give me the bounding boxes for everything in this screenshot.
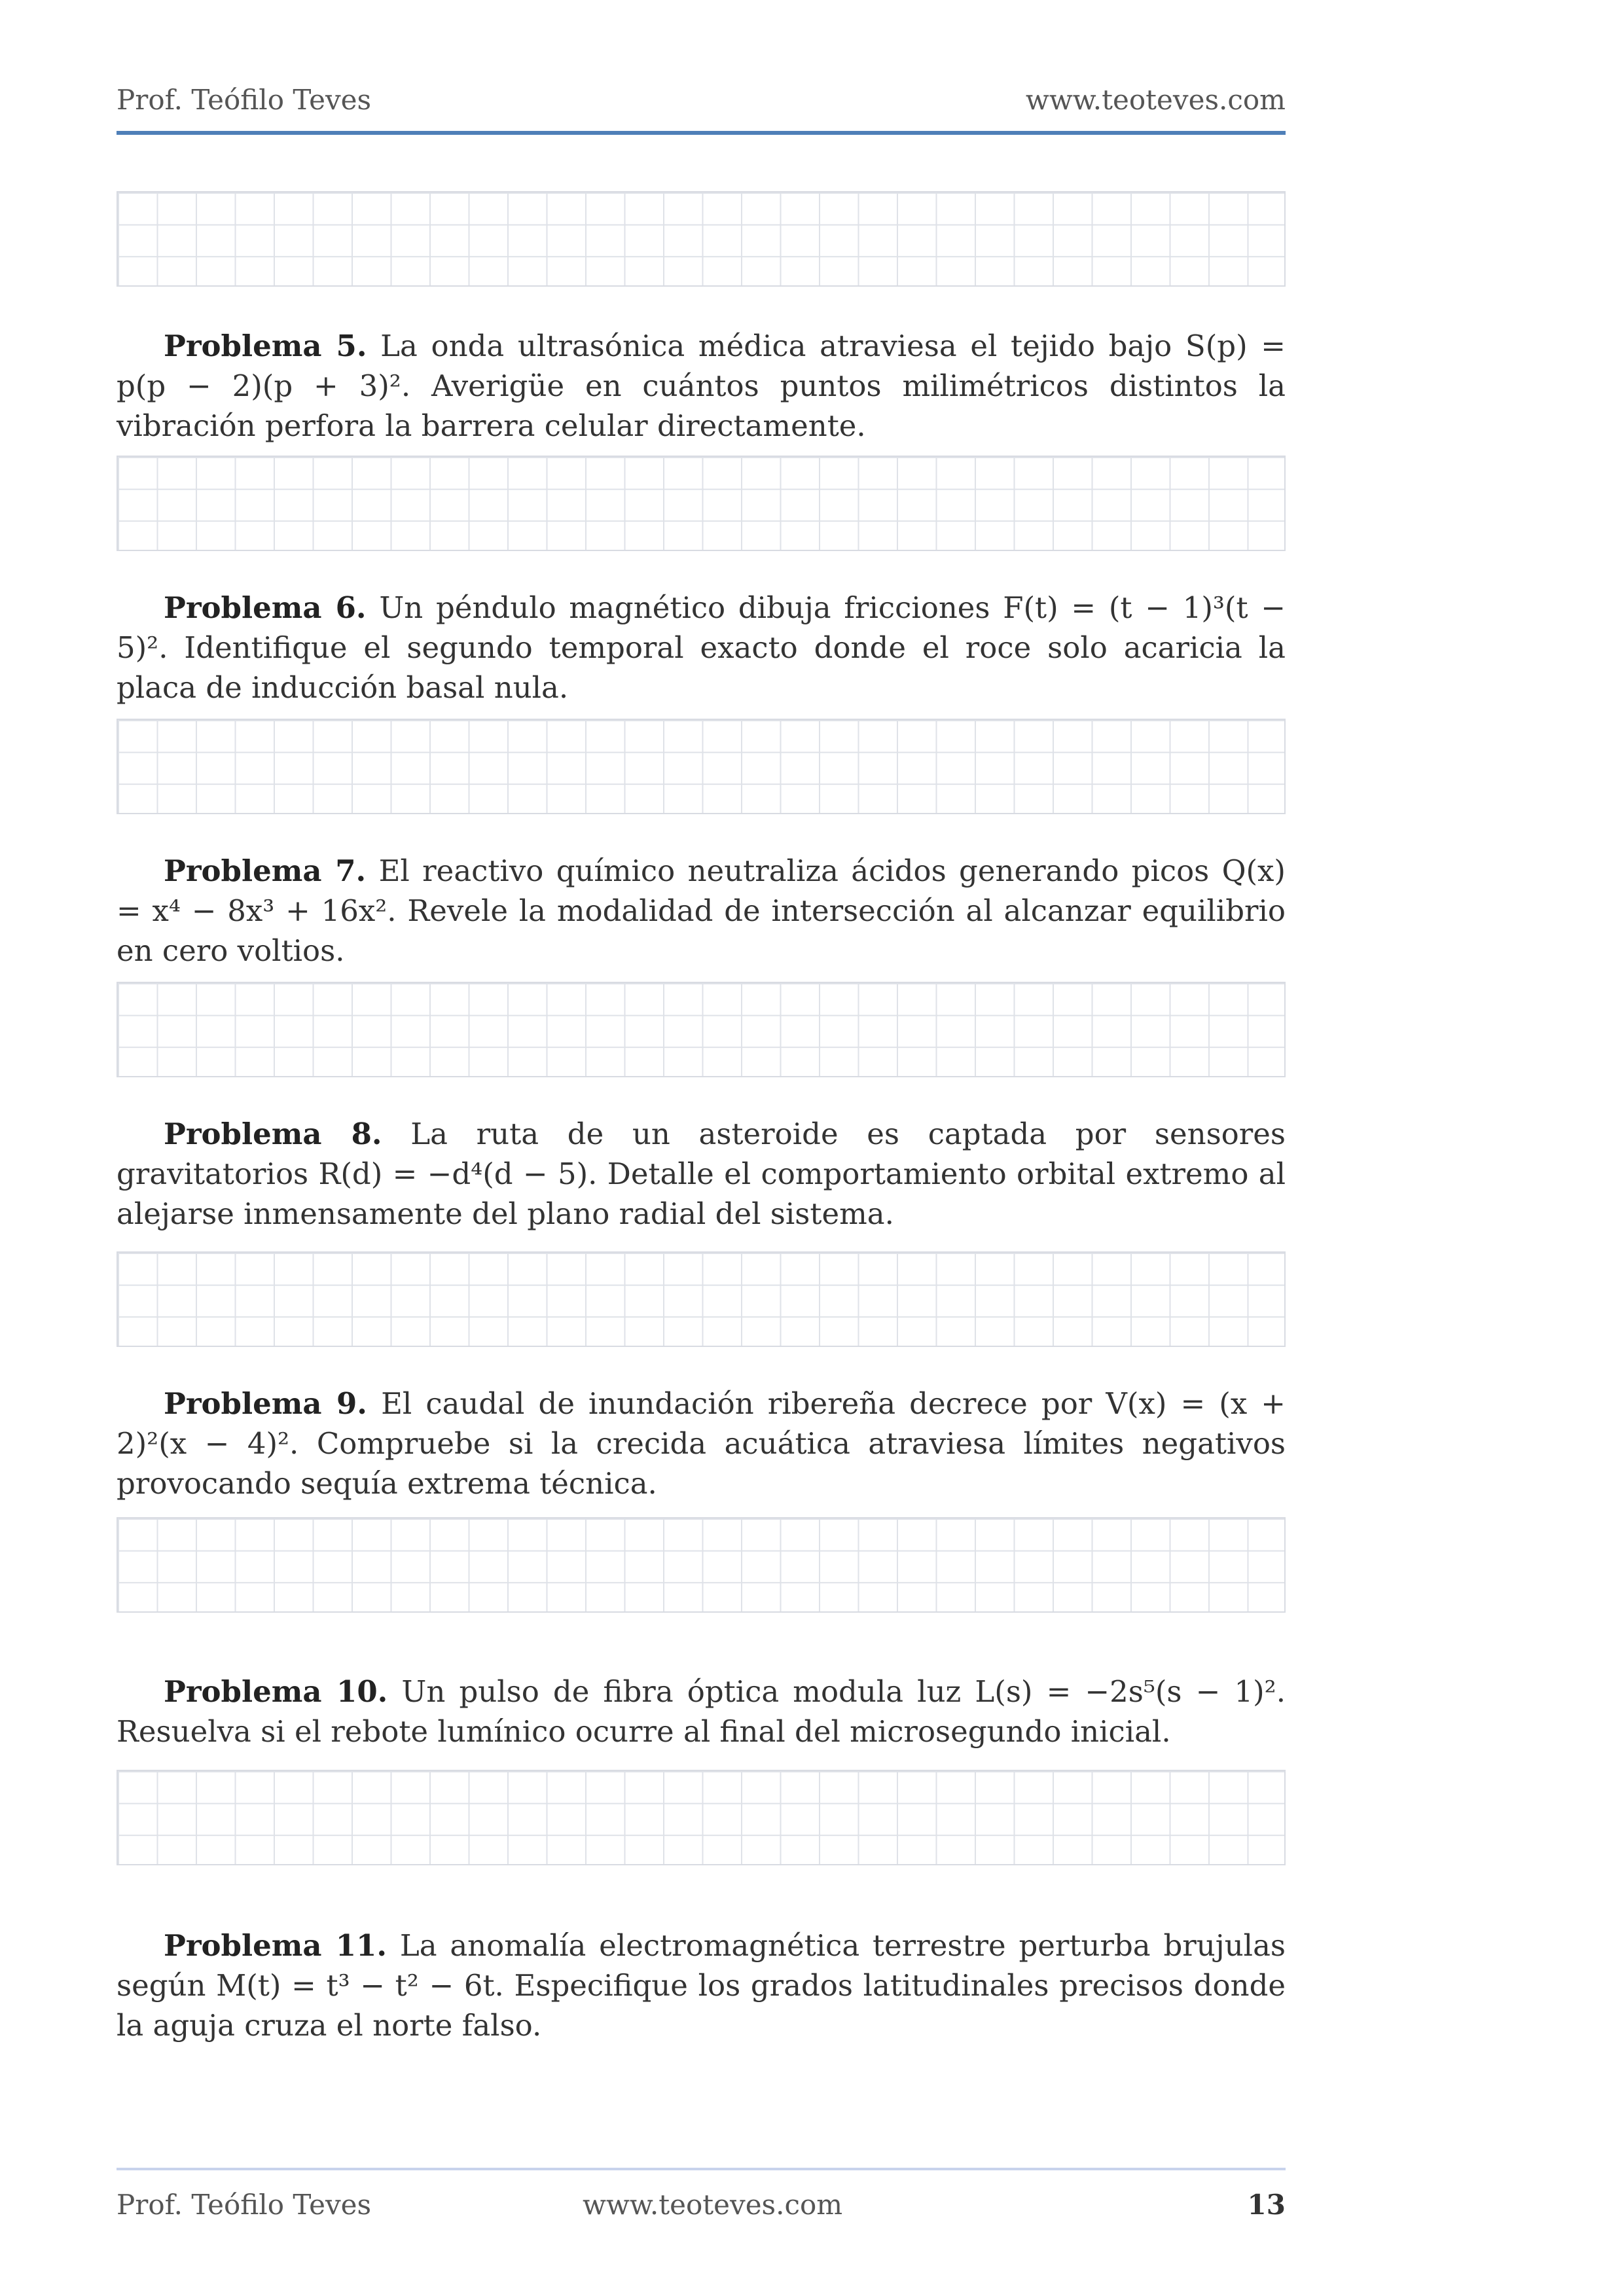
header-author: Prof. Teófilo Teves — [117, 84, 372, 116]
footer-website: www.teoteves.com — [583, 2189, 843, 2221]
problem-6 — [117, 588, 1286, 708]
problem-label: Problema 7. — [164, 853, 367, 888]
problem-label: Problema 10. — [164, 1674, 388, 1709]
answer-grid — [117, 1251, 1286, 1347]
problem-label: Problema 5. — [164, 329, 367, 363]
problem-8 — [117, 1114, 1286, 1234]
problem-9 — [117, 1384, 1286, 1503]
problem-5 — [117, 326, 1286, 446]
problem-7 — [117, 851, 1286, 971]
answer-grid — [117, 719, 1286, 814]
problem-label: Problema 6. — [164, 590, 367, 625]
problem-text: El reactivo químico neutraliza ácidos generando picos Q(x) = x⁴ − 8x³ + 16x². Revele la modalidad de intersección al alcanzar equilibrio en cero voltios. — [117, 853, 1286, 968]
problem-text: La anomalía electromagnética terrestre perturba brujulas según M(t) = t³ − t² − 6t. Especifique los grados latitudinales precisos donde la aguja cruza el norte falso. — [117, 1928, 1286, 2043]
problem-text: La onda ultrasónica médica atraviesa el tejido bajo S(p) = p(p − 2)(p + 3)². Averigüe en cuántos puntos milimétricos distintos la vibración perfora la barrera celular directamente. — [117, 329, 1286, 443]
answer-grid — [117, 456, 1286, 551]
problem-label: Problema 11. — [164, 1928, 387, 1963]
problem-10 — [117, 1672, 1286, 1751]
problem-text: Un pulso de fibra óptica modula luz L(s) = −2s⁵(s − 1)². Resuelva si el rebote lumínico ocurre al final del microsegundo inicial. — [117, 1674, 1286, 1749]
problem-11 — [117, 1926, 1286, 2045]
answer-grid — [117, 982, 1286, 1077]
answer-grid — [117, 1517, 1286, 1613]
problem-label: Problema 9. — [164, 1386, 367, 1421]
page-header — [117, 84, 1286, 135]
problem-text: La ruta de un asteroide es captada por sensores gravitatorios R(d) = −d⁴(d − 5). Detalle el comportamiento orbital extremo al alejarse inmensamente del plano radial del sistema. — [117, 1117, 1286, 1231]
page-number: 13 — [1247, 2189, 1286, 2221]
page-footer — [117, 2168, 1286, 2223]
answer-grid — [117, 1770, 1286, 1865]
problem-label: Problema 8. — [164, 1117, 382, 1151]
answer-grid — [117, 191, 1286, 287]
footer-author: Prof. Teófilo Teves — [117, 2189, 372, 2221]
problem-text: Un péndulo magnético dibuja fricciones F(t) = (t − 1)³(t − 5)². Identifique el segundo temporal exacto donde el roce solo acaricia la placa de inducción basal nula. — [117, 590, 1286, 705]
problem-text: El caudal de inundación ribereña decrece por V(x) = (x + 2)²(x − 4)². Compruebe si la crecida acuática atraviesa límites negativos provocando sequía extrema técnica. — [117, 1386, 1286, 1501]
header-website: www.teoteves.com — [1025, 84, 1286, 116]
